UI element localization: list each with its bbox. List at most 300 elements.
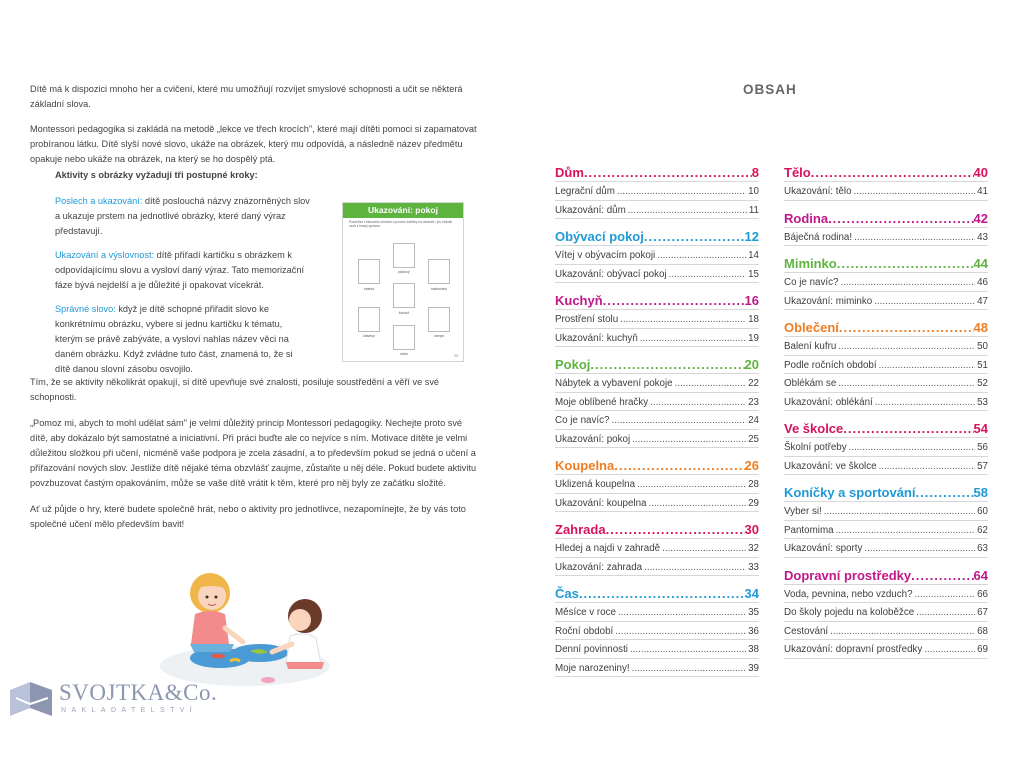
toc-entry-page: 22 xyxy=(748,378,759,389)
toc-divider xyxy=(555,264,759,265)
toc-chapter-title: Rodina xyxy=(784,210,829,226)
toc-entry[interactable] xyxy=(555,624,759,640)
picture-card xyxy=(358,259,380,284)
step-2-text: dítě přiřadí kartičku s obrázkem k odpovídajícímu slovu a vysloví daný výraz. Tato memorizační fáze bývá nejdelší a je důležité ji opakovat vícekrát. xyxy=(55,250,305,290)
toc-chapter-page: 20 xyxy=(744,357,759,372)
toc-leader-dots xyxy=(657,248,746,263)
toc-chapter-heading[interactable] xyxy=(555,228,759,245)
toc-leader-dots xyxy=(628,203,747,218)
toc-entry[interactable] xyxy=(784,541,988,557)
toc-chapter-page: 64 xyxy=(973,567,988,583)
toc-entry[interactable] xyxy=(784,339,988,355)
toc-chapter xyxy=(784,420,988,475)
toc-entry-page: 18 xyxy=(748,314,759,325)
toc-entry-page: 36 xyxy=(748,625,759,637)
toc-chapter xyxy=(555,356,759,448)
toc-chapter-title: Miminko xyxy=(784,256,837,271)
toc-chapter-title: Tělo xyxy=(784,165,811,180)
toc-divider xyxy=(555,557,759,558)
toc-chapter-page: 54 xyxy=(973,421,988,436)
toc-chapter-heading[interactable] xyxy=(555,356,759,373)
toc-divider xyxy=(555,474,759,475)
toc-divider xyxy=(784,245,988,246)
toc-divider xyxy=(555,218,759,219)
toc-entry-title: Ukazování: kuchyň xyxy=(555,332,638,344)
toc-entry[interactable] xyxy=(784,395,988,411)
intro-text xyxy=(30,82,480,177)
toc-divider xyxy=(784,538,988,539)
toc-leader-dots xyxy=(874,294,975,309)
toc-divider xyxy=(784,557,988,558)
toc-divider xyxy=(784,584,988,585)
toc-entry[interactable] xyxy=(555,312,759,328)
toc-chapter-title: Obývací pokoj xyxy=(555,229,644,244)
toc-entry-page: 23 xyxy=(748,396,759,408)
toc-entry[interactable] xyxy=(784,605,988,621)
toc-entry-page: 53 xyxy=(977,396,988,408)
toc-divider xyxy=(784,227,988,228)
activities-heading: Aktivity s obrázky vyžadují tři postupné kroky: xyxy=(55,170,258,180)
card-label: lampa xyxy=(434,334,444,338)
step-2 xyxy=(55,248,310,293)
toc-entry[interactable] xyxy=(784,440,988,456)
toc-entry-page: 46 xyxy=(977,277,988,288)
toc-divider xyxy=(555,309,759,310)
toc-entry-title: Školní potřeby xyxy=(784,442,847,453)
toc-entry-title: Vítej v obývacím pokoji xyxy=(555,250,656,261)
toc-entry-page: 67 xyxy=(977,607,988,618)
toc-entry-page: 47 xyxy=(977,295,988,307)
toc-entry[interactable] xyxy=(555,541,759,557)
toc-entry-page: 14 xyxy=(748,250,759,261)
toc-leader-dots xyxy=(811,164,974,181)
toc-entry[interactable] xyxy=(555,413,759,429)
toc-leader-dots xyxy=(618,605,746,620)
toc-entry-title: Moje oblíbené hračky xyxy=(555,396,649,408)
toc-leader-dots xyxy=(854,184,976,199)
toc-chapter-page: 12 xyxy=(744,229,759,244)
toc-column-right xyxy=(784,164,988,668)
toc-leader-dots xyxy=(915,587,976,602)
toc-leader-dots xyxy=(611,413,746,428)
toc-entry-page: 33 xyxy=(748,561,759,573)
toc-entry[interactable] xyxy=(555,184,759,200)
toc-chapter-page: 8 xyxy=(751,165,759,180)
toc-divider xyxy=(784,456,988,457)
toc-divider xyxy=(555,602,759,603)
toc-entry[interactable] xyxy=(555,661,759,677)
toc-leader-dots xyxy=(637,477,746,492)
toc-leader-dots xyxy=(911,567,973,584)
toc-leader-dots xyxy=(838,339,975,354)
toc-divider xyxy=(555,282,759,283)
toc-entry[interactable] xyxy=(784,294,988,310)
toc-chapter-page: 34 xyxy=(744,586,759,601)
toc-divider xyxy=(784,181,988,182)
toc-leader-dots xyxy=(615,624,746,639)
picture-card xyxy=(428,307,450,332)
toc-divider xyxy=(784,437,988,438)
step-3-text: když je dítě schopné přiřadit slovo ke konkrétnímu obrázku, vybere si jednu kartičku k tématu, kterým se právě zabýváte, a vysloví nahlas název věci na daném obrázku. Když zvládne tuto část, znamená to, že si dítě danou slovní zásobu osvojilo. xyxy=(55,304,293,374)
toc-entry[interactable] xyxy=(555,432,759,448)
toc-entry-title: Balení kufru xyxy=(784,341,837,352)
toc-entry-title: Hledej a najdi v zahradě xyxy=(555,543,661,554)
step-2-term: Ukazování a výslovnost: xyxy=(55,250,155,260)
toc-entry-page: 41 xyxy=(977,186,988,197)
toc-entry-page: 38 xyxy=(748,644,759,655)
toc-leader-dots xyxy=(849,440,975,455)
toc-entry-page: 68 xyxy=(977,625,988,637)
toc-divider xyxy=(784,658,988,659)
toc-entry[interactable] xyxy=(784,504,988,520)
toc-leader-dots xyxy=(669,267,746,282)
toc-divider xyxy=(555,658,759,659)
toc-entry-title: Co je navíc? xyxy=(784,277,839,288)
toc-chapter-heading[interactable] xyxy=(555,457,759,474)
toc-chapter-heading[interactable] xyxy=(784,567,988,584)
card-label: klávesy xyxy=(363,334,375,338)
toc-entry-page: 66 xyxy=(977,588,988,600)
toc-chapter-title: Dopravní prostředky xyxy=(784,567,912,583)
toc-entry-title: Do školy pojedu na koloběžce xyxy=(784,607,915,618)
toc-leader-dots xyxy=(879,358,976,373)
toc-entry-title: Ukazování: dům xyxy=(555,204,626,216)
toc-leader-dots xyxy=(630,642,746,657)
toc-divider xyxy=(555,538,759,539)
toc-entry-page: 19 xyxy=(748,332,759,344)
toc-chapter-heading[interactable] xyxy=(555,164,759,181)
toc-chapter xyxy=(784,210,988,247)
toc-chapter xyxy=(784,164,988,201)
toc-leader-dots xyxy=(824,504,975,519)
toc-divider xyxy=(784,520,988,521)
toc-entry[interactable] xyxy=(784,587,988,603)
picture-card xyxy=(393,325,415,350)
toc-chapter-heading[interactable] xyxy=(555,292,759,309)
toc-divider xyxy=(555,373,759,374)
toc-entry[interactable] xyxy=(555,642,759,658)
toc-entry[interactable] xyxy=(555,477,759,493)
toc-leader-dots xyxy=(879,459,976,474)
toc-chapter-title: Zahrada xyxy=(555,522,606,537)
closing-paragraph-3: Ať už půjde o hry, které budete společně hrát, nebo o aktivity pro jednotlivce, nezapomínejte, že by vás toto společné učení mělo především bavit! xyxy=(30,504,466,529)
toc-entry-title: Podle ročních období xyxy=(784,359,877,371)
toc-leader-dots xyxy=(617,184,746,199)
toc-divider xyxy=(555,346,759,347)
toc-divider xyxy=(784,410,988,411)
toc-leader-dots xyxy=(649,496,747,511)
toc-entry-title: Ukazování: miminko xyxy=(784,295,873,307)
toc-leader-dots xyxy=(840,275,975,290)
card-label: zelená xyxy=(364,287,374,291)
toc-entry[interactable] xyxy=(555,496,759,512)
toc-entry-title: Co je navíc? xyxy=(555,415,610,426)
toc-divider xyxy=(784,373,988,374)
toc-leader-dots xyxy=(579,585,745,602)
toc-entry-title: Ukazování: ve školce xyxy=(784,460,877,472)
toc-leader-dots xyxy=(632,661,746,676)
toc-divider xyxy=(555,575,759,576)
toc-leader-dots xyxy=(606,521,745,538)
toc-entry[interactable] xyxy=(555,248,759,264)
toc-leader-dots xyxy=(620,312,746,327)
intro-paragraph-1: Dítě má k dispozici mnoho her a cvičení, které mu umožňují rozvíjet smyslové schopnosti a učit se některá základní slova. xyxy=(30,84,463,109)
toc-entry-title: Oblékám se xyxy=(784,378,837,389)
toc-divider xyxy=(784,602,988,603)
toc-entry-page: 62 xyxy=(977,524,988,536)
toc-chapter-title: Ve školce xyxy=(784,421,844,436)
toc-divider xyxy=(784,355,988,356)
toc-entry-title: Ukazování: dopravní prostředky xyxy=(784,644,923,655)
step-1 xyxy=(55,194,310,239)
toc-divider xyxy=(784,309,988,310)
toc-divider xyxy=(784,501,988,502)
toc-leader-dots xyxy=(632,432,746,447)
toc-entry[interactable] xyxy=(784,624,988,640)
worksheet-title: Ukazování: pokoj xyxy=(343,203,463,218)
toc-divider xyxy=(784,474,988,475)
card-label: kohout xyxy=(398,311,410,315)
toc-entry[interactable] xyxy=(555,560,759,576)
toc-chapter-page: 30 xyxy=(744,522,759,537)
toc-chapter xyxy=(555,585,759,677)
toc-chapter xyxy=(555,164,759,219)
toc-entry-title: Ukazování: pokoj xyxy=(555,433,631,445)
toc-entry-title: Ukazování: oblékání xyxy=(784,396,873,408)
toc-chapter-page: 48 xyxy=(973,320,988,335)
card-label: mistrovství xyxy=(430,287,448,291)
toc-leader-dots xyxy=(916,605,975,620)
toc-chapter-heading[interactable] xyxy=(784,420,988,437)
toc-entry-title: Pantomima xyxy=(784,524,834,536)
toc-entry-page: 51 xyxy=(977,359,988,371)
toc-leader-dots xyxy=(843,420,973,437)
toc-entry-page: 32 xyxy=(748,543,759,554)
toc-entry[interactable] xyxy=(555,267,759,283)
toc-chapter-heading[interactable] xyxy=(784,210,988,227)
toc-column-left xyxy=(555,164,759,686)
toc-entry-page: 10 xyxy=(748,186,759,197)
toc-entry-title: Prostření stolu xyxy=(555,314,619,325)
step-1-text: dítě poslouchá názvy znázorněných slov a ukazuje prstem na jednotlivé obrázky, které daný výraz představují. xyxy=(55,196,310,236)
toc-chapter-title: Pokoj xyxy=(555,357,591,372)
toc-divider xyxy=(784,392,988,393)
card-label: noční xyxy=(399,352,409,356)
toc-chapter-title: Koníčky a sportování xyxy=(784,485,916,500)
publisher-logo xyxy=(8,676,218,720)
toc-leader-dots xyxy=(584,164,752,181)
toc-chapter-heading[interactable] xyxy=(784,319,988,336)
toc-chapter-page: 58 xyxy=(973,485,988,500)
toc-entry-title: Báječná rodina! xyxy=(784,231,853,243)
toc-chapter-title: Kuchyň xyxy=(555,293,603,308)
toc-entry-title: Moje narozeniny! xyxy=(555,662,630,674)
toc-divider xyxy=(555,493,759,494)
toc-entry[interactable] xyxy=(784,376,988,392)
toc-entry[interactable] xyxy=(555,203,759,219)
toc-divider xyxy=(784,621,988,622)
closing-paragraph-2: „Pomoz mi, abych to mohl udělat sám" je velmi důležitý princip Montessori pedagogiky. Nechejte proto své dítě, aby dokázalo být samostatné a iniciativní. Při práci buďte ale co nejvíce s ním. Motivace dítěte je velmi důležitou složkou při učení, nicméně vaše podpora je zcela zásadní, a to především pokud se jedná o učení a přiřazování nových slov. Jestliže dítě nějaké téma obzvlášť zaujme, zůstaňte u něj déle. Pokud budete aktivitu povzbuzovat častým opakováním, může se vaše dítě vrátit k těm, které pro něj byly ze začátku složité. xyxy=(30,418,477,488)
book-logo-icon xyxy=(8,678,56,718)
toc-entry-page: 39 xyxy=(748,662,759,674)
toc-entry[interactable] xyxy=(555,605,759,621)
toc-divider xyxy=(784,200,988,201)
toc-entry[interactable] xyxy=(555,376,759,392)
toc-divider xyxy=(555,676,759,677)
toc-divider xyxy=(555,410,759,411)
toc-leader-dots xyxy=(924,642,975,657)
toc-leader-dots xyxy=(830,624,975,639)
card-label: plyšový xyxy=(398,270,410,274)
toc-entry-page: 43 xyxy=(977,231,988,243)
toc-leader-dots xyxy=(915,484,973,501)
picture-card xyxy=(428,259,450,284)
toc-leader-dots xyxy=(837,255,974,272)
activities-block xyxy=(55,168,310,386)
toc-leader-dots xyxy=(644,228,745,245)
toc-entry-page: 24 xyxy=(748,415,759,426)
toc-chapter xyxy=(555,521,759,576)
toc-divider xyxy=(555,429,759,430)
toc-entry-page: 63 xyxy=(977,543,988,554)
toc-leader-dots xyxy=(614,457,744,474)
toc-entry-title: Denní povinnosti xyxy=(555,644,628,655)
toc-leader-dots xyxy=(590,356,744,373)
toc-leader-dots xyxy=(838,376,975,391)
toc-leader-dots xyxy=(854,230,975,245)
closing-paragraph-1: Tím, že se aktivity několikrát opakují, si dítě upevňuje své znalosti, posiluje soustředění a věří ve své schopnosti. xyxy=(30,377,440,402)
toc-entry[interactable] xyxy=(784,642,988,658)
toc-chapter-page: 16 xyxy=(744,293,759,308)
toc-entry-title: Ukazování: koupelna xyxy=(555,497,647,509)
toc-title: OBSAH xyxy=(743,82,797,97)
toc-entry-page: 69 xyxy=(977,644,988,655)
closing-text xyxy=(30,375,480,543)
toc-leader-dots xyxy=(836,523,976,538)
toc-chapter xyxy=(784,567,988,659)
toc-chapter-title: Čas xyxy=(555,586,579,601)
toc-leader-dots xyxy=(675,376,746,391)
toc-divider xyxy=(555,328,759,329)
toc-entry-page: 15 xyxy=(748,268,759,280)
publisher-subtitle: NAKLADATELSTVÍ xyxy=(61,707,198,714)
toc-chapter-title: Koupelna xyxy=(555,458,615,473)
picture-card xyxy=(393,243,415,268)
toc-entry-page: 25 xyxy=(748,433,759,445)
toc-chapter-heading[interactable] xyxy=(784,484,988,501)
toc-divider xyxy=(555,511,759,512)
toc-entry-page: 29 xyxy=(748,497,759,509)
toc-chapter-heading[interactable] xyxy=(555,585,759,602)
toc-entry-title: Voda, pevnina, nebo vzduch? xyxy=(784,588,913,600)
publisher-name: SVOJTKA&Co. xyxy=(59,680,218,705)
toc-entry-title: Ukazování: sporty xyxy=(784,543,863,554)
toc-divider xyxy=(784,272,988,273)
toc-chapter xyxy=(784,255,988,310)
toc-entry[interactable] xyxy=(784,230,988,246)
toc-divider xyxy=(784,336,988,337)
toc-entry[interactable] xyxy=(555,395,759,411)
toc-chapter-page: 44 xyxy=(973,256,988,271)
toc-entry-page: 35 xyxy=(748,607,759,618)
step-3-term: Správné slovo: xyxy=(55,304,116,314)
toc-leader-dots xyxy=(650,395,746,410)
toc-divider xyxy=(555,392,759,393)
toc-entry[interactable] xyxy=(784,523,988,539)
toc-chapter-page: 26 xyxy=(744,458,759,473)
toc-entry-title: Ukazování: tělo xyxy=(784,186,852,197)
toc-chapter xyxy=(784,484,988,558)
toc-chapter-page: 40 xyxy=(973,165,988,180)
step-1-term: Poslech a ukazování: xyxy=(55,196,143,206)
picture-card xyxy=(358,307,380,332)
toc-leader-dots xyxy=(864,541,975,556)
step-3 xyxy=(55,302,310,377)
toc-chapter-title: Oblečení xyxy=(784,320,839,335)
toc-divider xyxy=(555,621,759,622)
toc-entry-title: Legrační dům xyxy=(555,186,615,197)
toc-chapter-page: 42 xyxy=(973,210,988,226)
toc-divider xyxy=(784,291,988,292)
toc-divider xyxy=(784,639,988,640)
toc-entry-title: Vyber si! xyxy=(784,506,822,517)
toc-entry-page: 28 xyxy=(748,479,759,490)
toc-chapter-heading[interactable] xyxy=(784,164,988,181)
toc-entry-title: Nábytek a vybavení pokoje xyxy=(555,378,673,389)
worksheet-thumbnail xyxy=(342,202,464,362)
toc-entry-title: Ukazování: obývací pokoj xyxy=(555,268,667,280)
toc-entry-title: Měsíce v roce xyxy=(555,607,616,618)
toc-divider xyxy=(555,200,759,201)
toc-entry[interactable] xyxy=(784,459,988,475)
toc-entry-title: Uklizená koupelna xyxy=(555,479,636,490)
toc-leader-dots xyxy=(828,210,973,227)
toc-chapter-title: Dům xyxy=(555,165,584,180)
toc-leader-dots xyxy=(603,292,745,309)
toc-entry-page: 56 xyxy=(977,442,988,453)
worksheet-instructions: Pozdvihni z tiskového obrázek a pomocí kartičky na obrázek i pro několik osob s tmavý správce. xyxy=(349,220,453,228)
toc-entry-page: 52 xyxy=(977,378,988,389)
toc-entry-title: Roční období xyxy=(555,625,614,637)
toc-leader-dots xyxy=(839,319,974,336)
toc-entry-page: 57 xyxy=(977,460,988,472)
intro-paragraph-2: Montessori pedagogika si zakládá na metodě „lekce ve třech krocích", které mají dítěti pomoci si zapamatovat probíranou látku. Dítě slyší nové slovo, ukáže na obrázek, který mu odpovídá, a následně název předmětu opakuje nebo ukáže na obrázek, na který se ho dospělý ptá. xyxy=(30,124,477,164)
worksheet-page-number: 23 xyxy=(454,354,458,358)
toc-entry-title: Ukazování: zahrada xyxy=(555,561,643,573)
toc-divider xyxy=(555,181,759,182)
toc-chapter xyxy=(555,457,759,512)
toc-entry[interactable] xyxy=(784,275,988,291)
toc-entry[interactable] xyxy=(555,331,759,347)
toc-entry-page: 60 xyxy=(977,506,988,517)
toc-entry-page: 11 xyxy=(748,204,759,216)
toc-entry[interactable] xyxy=(784,184,988,200)
toc-chapter xyxy=(784,319,988,411)
toc-leader-dots xyxy=(875,395,975,410)
toc-entry-title: Cestování xyxy=(784,625,829,637)
toc-chapter-heading[interactable] xyxy=(555,521,759,538)
toc-leader-dots xyxy=(644,560,746,575)
toc-chapter xyxy=(555,228,759,283)
toc-chapter xyxy=(555,292,759,347)
toc-divider xyxy=(555,245,759,246)
toc-chapter-heading[interactable] xyxy=(784,255,988,272)
toc-entry[interactable] xyxy=(784,358,988,374)
toc-entry-page: 50 xyxy=(977,341,988,352)
toc-leader-dots xyxy=(662,541,746,556)
picture-card xyxy=(393,283,415,308)
toc-divider xyxy=(555,447,759,448)
